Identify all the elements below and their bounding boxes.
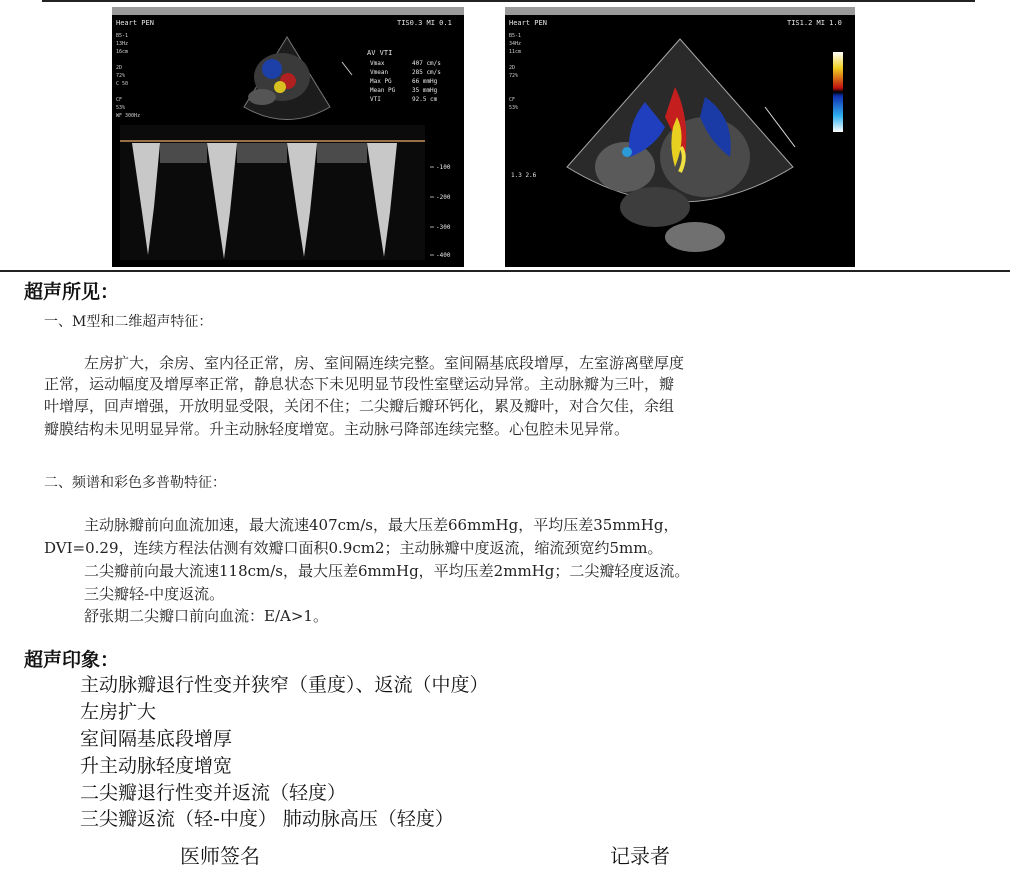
svg-text:2D: 2D [116, 65, 123, 71]
color-doppler-ultrasound-image [505, 7, 855, 267]
doppler-ultrasound-image [112, 7, 464, 267]
svg-text:11cm: 11cm [509, 49, 522, 55]
findings-line: 主动脉瓣前向血流加速，最大流速407cm/s，最大压差66mmHg，平均压差35mmHg， [84, 516, 679, 534]
findings-line: 左房扩大，余房、室内径正常，房、室间隔连续完整。室间隔基底段增厚，左室游离壁厚度 [84, 354, 685, 372]
findings-line: 正常，运动幅度及增厚率正常，静息状态下未见明显节段性室壁运动异常。主动脉瓣为三叶，瓣 [44, 375, 675, 393]
impression-line: 升主动脉轻度增宽 [80, 755, 233, 777]
measure-label: Mean PG [370, 87, 396, 94]
measure-value: 285 cm/s [412, 69, 441, 76]
section-divider [0, 270, 1010, 272]
measure-label: VTI [370, 96, 381, 103]
depth-readout: 1.3 2.6 [511, 172, 537, 179]
measure-value: 92.5 cm [412, 96, 438, 103]
svg-text:72%: 72% [509, 73, 519, 79]
findings-line: DVI=0.29，连续方程法估测有效瓣口面积0.9cm2；主动脉瓣中度返流，缩流颈宽约5mm。 [44, 539, 663, 557]
section1-title: 一、M型和二维超声特征： [44, 314, 213, 330]
right-image-header: Heart PEN [509, 19, 547, 27]
impression-line: 三尖瓣返流（轻-中度） 肺动脉高压（轻度） [80, 808, 454, 830]
scale-tick: -300 [436, 224, 451, 231]
svg-text:B5-1: B5-1 [509, 33, 522, 39]
findings-line: 瓣膜结构未见明显异常。升主动脉轻度增宽。主动脉弓降部连续完整。心包腔未见异常。 [44, 420, 630, 438]
measure-value: 35 mmHg [412, 87, 438, 94]
measure-title: AV VTI [367, 49, 393, 57]
svg-text:53%: 53% [509, 105, 519, 111]
measure-label: Vmean [370, 69, 389, 76]
scale-tick: -400 [436, 252, 451, 259]
svg-text:53%: 53% [116, 105, 126, 111]
impression-line: 主动脉瓣退行性变并狭窄（重度）、返流（中度） [80, 674, 489, 696]
impression-heading: 超声印象： [24, 649, 120, 671]
impression-line: 二尖瓣退行性变并返流（轻度） [80, 782, 347, 804]
left-image-header: Heart PEN [116, 19, 154, 27]
svg-text:WF 300Hz: WF 300Hz [116, 113, 141, 119]
left-image-meta: TIS0.3 MI 0.1 [397, 19, 452, 27]
findings-line: 二尖瓣前向最大流速118cm/s，最大压差6mmHg，平均压差2mmHg；二尖瓣轻度返流。 [84, 562, 690, 580]
impression-line: 左房扩大 [80, 701, 157, 723]
findings-line: 叶增厚，回声增强，开放明显受限，关闭不住；二尖瓣后瓣环钙化，累及瓣叶，对合欠佳，余组 [44, 397, 675, 415]
svg-text:B5-1: B5-1 [116, 33, 129, 39]
svg-text:34Hz: 34Hz [509, 41, 522, 47]
right-image-meta: TIS1.2 MI 1.0 [787, 19, 842, 27]
measure-value: 407 cm/s [412, 60, 441, 67]
top-divider [42, 0, 975, 2]
findings-line: 三尖瓣轻-中度返流。 [84, 585, 225, 603]
svg-text:72%: 72% [116, 73, 126, 79]
svg-text:CF: CF [116, 97, 123, 103]
svg-text:CF: CF [509, 97, 516, 103]
scale-tick: -200 [436, 194, 451, 201]
findings-heading: 超声所见： [24, 281, 120, 303]
impression-line: 室间隔基底段增厚 [80, 728, 233, 750]
findings-line: 舒张期二尖瓣口前向血流：E/A>1。 [84, 607, 328, 625]
footer-signature-fragment: 医师签名 [180, 844, 260, 868]
measure-value: 66 mmHg [412, 78, 438, 85]
svg-text:16cm: 16cm [116, 49, 129, 55]
svg-text:13Hz: 13Hz [116, 41, 129, 47]
measure-label: Max PG [370, 78, 392, 85]
section2-title: 二、频谱和彩色多普勒特征： [44, 475, 226, 491]
footer-recorder-fragment: 记录者 [610, 844, 670, 868]
scale-tick: -100 [436, 164, 451, 171]
svg-text:C 50: C 50 [116, 81, 129, 87]
measure-label: Vmax [370, 60, 385, 67]
svg-text:2D: 2D [509, 65, 516, 71]
